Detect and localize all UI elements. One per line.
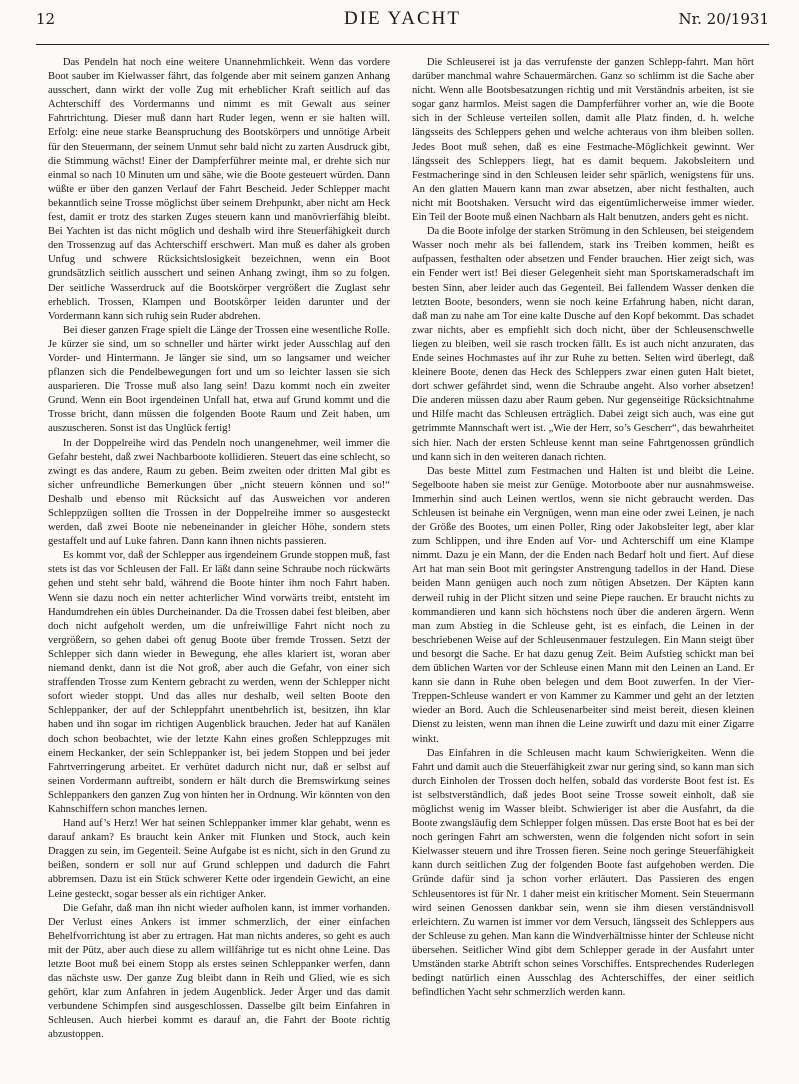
paragraph: Das Pendeln hat noch eine weitere Unannehmlichkeit. Wenn das vordere Boot sauber im Kielwasser fährt, das folgende aber mit seinem ganzen Anhang ausschert, dann wirkt der volle Zug mit erheblicher Kraft seitlich auf das Achterschiff des Vordermanns und nimmt es mit Gewalt aus seiner Fahrtrichtung. Dieser muß dann hart Ruder legen, wenn er sie halten will. Erfolg: eine neue starke Beanspruchung des Bootskörpers und unnötige Arbeit für den Steuermann, der seinem Unmut sehr bald nicht zu zarten Ausdruck gibt, die Stimmung wächst! Einer der Dampferführer meinte mal, er drehte sich nur einmal so nach 10 Minuten um und sähe, wie die Boote gesteuert würden. Dann wüßte er über den ganzen Verlauf der Fahrt Bescheid. Jeder Schlepper macht bekanntlich seine Trosse möglichst über seinem Drehpunkt, aber nicht am Heck fest, damit er trotz des starken Zuges steuern kann und manövrierfähig bleibt. Bei Yachten ist das nicht möglich und deshalb wird ihre Steuerfähigkeit durch den Trossenzug auf das Achterschiff erschwert. Man muß es daher als groben Unfug und schwere Rücksichtslosigkeit bezeichnen, wenn ein Boot grundsätzlich seitlich ausschert und seinen Anhang zwingt, ihm so zu folgen. Der seitliche Wasserdruck auf die Bootskörper vergrößert die Zuglast sehr erheblich. Trossen, Klampen und Bootskörper leiden darunter und der Vordermann kann sich ruhig sein Ruder abdrehen. (48, 57, 390, 322)
paragraph: Da die Boote infolge der starken Strömung in den Schleusen, bei steigendem Wasser noch mehr als bei fallendem, stark ins Treiben kommen, heißt es aufpassen, festhalten oder absetzen und Fender brauchen. Hier zeigt sich, was ein Fender wert ist! Bei dieser Gelegenheit sieht man Sportskameradschaft im besten Sinn, aber leider auch das Gegenteil. Bei fallendem Wasser denken die letzten Boote, besonders, wenn sie noch keine Erfahrung haben, nicht daran, daß man zu nahe am Tor eine kalte Dusche auf den Kopf bekommt. Das schadet zwar nichts, aber es empfiehlt sich doch nicht, über der Schleusenschwelle liegen zu bleiben, weil sie rasch trocken fällt. Es ist auch nicht anzuraten, das Ende seines Hochmastes auf ihr zur Ruhe zu betten. Selten wird überlegt, daß kleinere Boote, denen das Heck des Schleppers zwar einen guten Halt bietet, dort schwer gefährdet sind, wenn die Schraube angeht. Also vorher absetzen! Die anderen müssen dazu aber Raum geben. Nur gegenseitige Rücksichtnahme und Hilfe macht das Schleusen erträglich. Dabei zeigt sich auch, was eine gut getrimmte Mannschaft wert ist. „Wie der Herr, so’s Gescherr“, das bewahrheitet sich hier. Nach der ersten Schleuse kennt man seine Fahrtgenossen gründlich und kann sich in den weiteren danach richten. (412, 226, 754, 463)
paragraph: Das beste Mittel zum Festmachen und Halten ist und bleibt die Leine. Segelboote haben sie meist zur Genüge. Motorboote aber nur ausnahmsweise. Immerhin sind auch Leinen wertlos, wenn sie nicht gebraucht werden. Das Schleusen ist beinahe ein Vergnügen, wenn man eine oder zwei Leinen, je nach der Größe des Bootes, um einen Poller, Ring oder Jakobsleiter legt, aber klar zum Schlippen, und ihre Enden auf Vor- und Achterschiff um eine Klampe nimmt. Dazu je ein Mann, der die Enden nach Bedarf holt und fiert. Auf diese Art hat man sein Boot mit geringster Anstrengung tadellos in der Hand. Diese beiden Mann genügen auch noch zum nötigen Absetzen. Der Käpten kann derweil ruhig in der Plicht sitzen und seine Piepe rauchen. Er braucht nichts zu kommandieren und kann sich höchstens noch über die anderen ärgern. Wenn man zum Abstieg in die Schleuse geht, ist es einfach, die Leinen in der beschriebenen Weise auf der Schleusenmauer festzulegen. Ein Mann steigt über und besorgt die Sache. Er hat dazu genug Zeit. Beim Aufstieg schickt man bei dem üblichen Warten vor der Schleuse einen Mann mit den Leinen an Land. Er kann sie dann in Ruhe oben belegen und dem Boot zuwerfen. In der Vier-Treppen-Schleuse wandert er von Kammer zu Kammer und geht an der letzten wieder an Bord. Auch die Schleusenarbeiter sind meist bereit, diesen kleinen Dienst zu leisten, wenn man ihnen die Leine zuwirft und dazu mit einer Zigarre winkt. (412, 465, 754, 745)
paragraph: Bei dieser ganzen Frage spielt die Länge der Trossen eine wesentliche Rolle. Je kürzer sie sind, um so schneller und härter wirkt jeder Ausschlag auf den Vorder- und Hintermann. Je länger sie sind, um so langsamer und weicher pflanzen sich die Pendelbewegungen fort und um so leichter lassen sie sich ausparieren. Die Trosse muß also lang sein! Dazu kommt noch ein zweiter Grund. Wenn ein Boot irgendeinen Unfall hat, etwa auf Grund kommt und die Trosse bricht, dann müssen die folgenden Boote Raum und Zeit haben, um auszuscheren. Sonst ist das Unglück fertig! (48, 324, 390, 435)
paragraph: Das Einfahren in die Schleusen macht kaum Schwierigkeiten. Wenn die Fahrt und damit auch die Steuerfähigkeit zwar nur gering sind, so kann man sich durch Einholen der Trossen doch helfen, sobald das vorderste Boot fest ist. Es ist selbstverständlich, daß jedes Boot seine Trosse soweit einholt, daß sie möglichst wenig im Wasser bleibt. Schwieriger ist aber die Ausfahrt, da die Boote zwangsläufig dem Schlepper folgen müssen. Das erste Boot hat es bei der noch geringen Fahrt am schwersten, wenn die folgenden nicht sofort in sein Kielwasser steuern und ihre Trossen fieren. Seine noch geringe Steuerfähigkeit kann durch seitlichen Zug der folgenden Boote fast aufgehoben werden. Die Gründe dafür sind ja schon vorher erläutert. Das Passieren des engen Schleusentores ist für Nr. 1 daher meist ein kritischer Moment. Sein Steuermann wird seinen Genossen dankbar sein, wenn sie ihm diesen verständnisvoll erleichtern. Zu warnen ist immer vor dem Versuch, längsseit des Schleppers aus der Schleuse zu gehen. Man kann die Windverhältnisse hinter der Schleuse nicht übersehen. Seitlicher Wind gibt dem Schlepper gerade in der Ausfahrt unter Umständen starke Abtrift schon seines Vorschiffes. Entsprechendes Ruderlegen bedingt natürlich einen Ausschlag des Achterschiffes, der einer seitlich befindlichen Yacht sehr schmerzlich werden kann. (412, 747, 754, 999)
paragraph: In der Doppelreihe wird das Pendeln noch unangenehmer, weil immer die Gefahr besteht, daß zwei Nachbarboote kollidieren. Steuert das eine schlecht, so zwingt es das andere, Raum zu geben. Beim zweiten oder dritten Mal gibt es sicher unfreundliche Bemerkungen über „nicht steuern können und so!“ Deshalb und ebenso mit Rücksicht auf das Ausweichen vor anderen Schleppzügen sollten die Trossen in der Doppelreihe immer so ausgesteckt werden, daß zwei Boote nie nebeneinander in gleicher Höhe, sondern stets gestaffelt und auf Luke fahren. Dann kann ihnen nichts passieren. (48, 437, 390, 548)
issue-number: Nr. 20/1931 (678, 10, 769, 28)
right-column (412, 56, 754, 1074)
page-header (36, 8, 769, 38)
journal-title: DIE YACHT (343, 8, 462, 29)
paragraph: Hand auf’s Herz! Wer hat seinen Schleppanker immer klar gehabt, wenn es darauf ankam? Es braucht kein Anker mit Flunken und Stock, auch kein Draggen zu sein, im Gegenteil. Seine Aufgabe ist es nicht, sich in den Grund zu beißen, sondern er soll nur auf Grund schleppen und dadurch die Fahrt abbremsen. Dazu ist ein Stück schwerer Kette oder irgendein Gewicht, an eine Leine gesteckt, sogar besser als ein richtiger Anker. (48, 818, 390, 900)
header-rule (36, 44, 769, 45)
paragraph: Die Gefahr, daß man ihn nicht wieder aufholen kann, ist immer vorhanden. Der Verlust eines Ankers ist immer schmerzlich, der einer einfachen Behelfvorrichtung ist aber zu ertragen. Hat man nichts anderes, so geht es auch mit der Pütz, aber auch diese zu allem willfährige tut es nicht ohne Leine. Das letzte Boot muß bei einem Stopp als erstes seinen Schleppanker werfen, dann das nächste usw. Der ganze Zug bleibt dann in Reih und Glied, wie es sich gehört, klar zum Anfahren in jedem Augenblick. Jeder Ärger und das damit verbundene Schimpfen sind ausgeschlossen. Dasselbe gilt beim Einfahren in Schleusen. Auch hierbei kommt es darauf an, die Fahrt der Boote richtig abzustoppen. (48, 902, 390, 1041)
paragraph: Die Schleuserei ist ja das verrufenste der ganzen Schlepp-fahrt. Man hört darüber manchmal wahre Schauermärchen. Ganz so schlimm ist die Sache aber nicht. Wenn alle Bootsbesatzungen richtig und mit Verständnis arbeiten, ist sie sogar ganz harmlos. Meist sagen die Dampferführer vorher an, wie die Boote sich in der Schleuse verteilen sollen, damit alle Platz finden, d. h. welche längsseits des Schleppers gehen und welche achteraus von ihm bleiben sollen. Jedes Boot muß sehen, daß es eine Festmache-Möglichkeit gewinnt. Wer längsseit des Schleppers liegt, hat es damit bequem. Jakobsleitern und Festmacheringe sind in den Schleusen leider sehr spärlich, wenigstens für uns. An den glatten Mauern kann man zwar absetzen, aber nicht festhalten, auch nicht mit Bootshaken. Versucht wird das eigentümlicherweise immer wieder. Ein Teil der Boote muß einen Nachbarn als Halt benutzen, anders geht es nicht. (412, 57, 754, 224)
paragraph: Es kommt vor, daß der Schlepper aus irgendeinem Grunde stoppen muß, fast stets ist das vor Schleusen der Fall. Er läßt dann seine Schraube noch rückwärts gehen und steht sehr bald, während die Boote hinter ihm noch Fahrt haben. Wenn sie dazu noch ein netter achterlicher Wind vorwärts treibt, entsteht im Handumdrehen ein übles Durcheinander. Da die Trossen dabei fest bleiben, aber doch nicht aufgeholt werden, um die unfreiwillige Fahrt nicht noch zu vergrößern, so gehen dabei oft genug Boote über fremde Trossen. Setzt der Schlepper sich dann wieder in Bewegung, ehe alles klariert ist, woran aber niemand denkt, dann ist die Not groß, aber auch die Gefahr, von einer sich straffenden Trosse zum Kentern gebracht zu werden, wenn der Schlepper nicht sofort wieder stoppt. Und das alles nur deshalb, weil selten Boote den Schleppanker, der auf der Schleppfahrt unentbehrlich ist, besitzen, ihn klar haben und ihn sogar im richtigen Augenblick brauchen. Jeder hat auf Kanälen doch schon beobachtet, wie der letzte Kahn eines großen Schleppzuges mit einem Heckanker, der sein Schleppanker ist, bei jedem Stoppen und bei jeder Fahrtverringerung arbeitet. Er verhütet dadurch nicht nur, daß er selbst auf seinen Vordermann auftreibt, sondern er hält durch die Bremswirkung seines Schleppankers den ganzen Zug von hinten her in Ordnung. Wir könnten von den Kahnschiffern schon manches lernen. (48, 550, 390, 815)
left-column (48, 56, 390, 1074)
page-number: 12 (36, 10, 56, 28)
